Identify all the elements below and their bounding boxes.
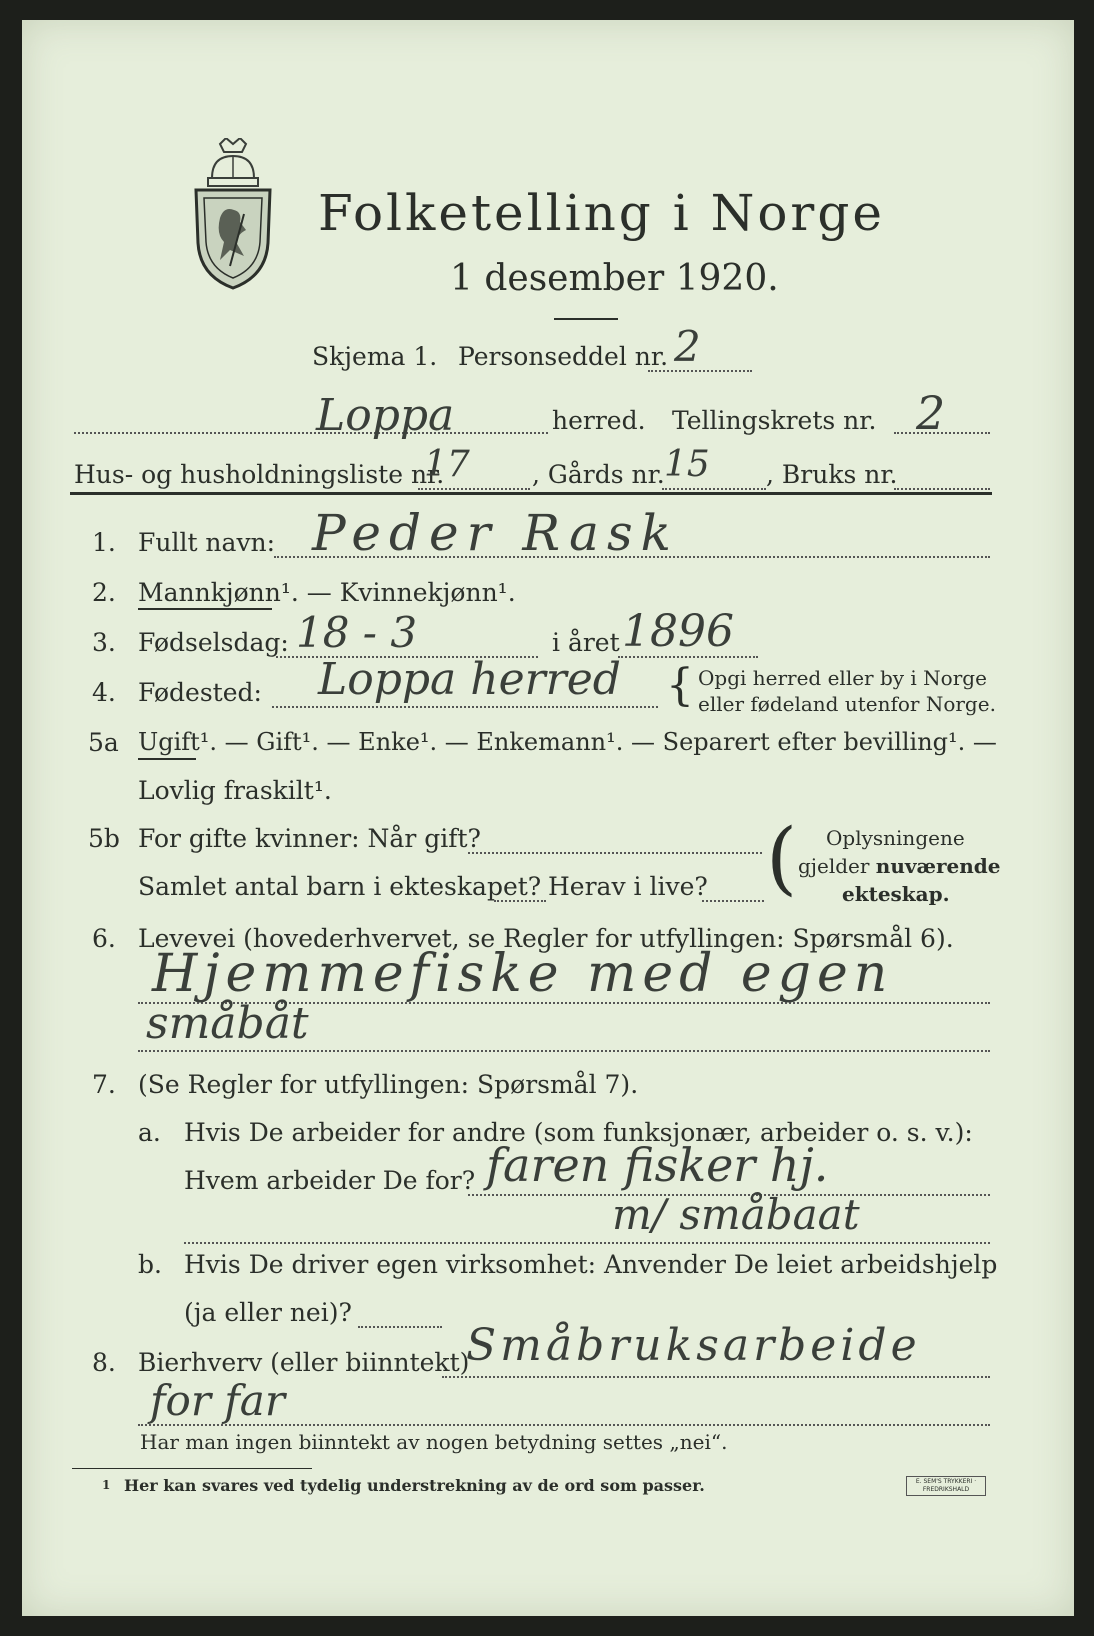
q8-label: Bierhverv (eller biinntekt) [138,1348,470,1377]
q5b-number: 5b [88,824,120,853]
tellingskrets-value: 2 [916,386,946,440]
q1-label: Fullt navn: [138,528,276,557]
coat-of-arms-icon [190,138,276,290]
q7b-line2: (ja eller nei)? [184,1298,352,1327]
q2-number: 2. [92,578,116,607]
herred-value: Loppa [316,390,455,441]
form-date: 1 desember 1920. [450,258,779,299]
q5b-line1: For gifte kvinner: Når gift? [138,824,481,853]
birthplace-brace: { [666,660,694,711]
q6-label: Levevei (hovederhvervet, se Regler for utfyllingen: Spørsmål 6). [138,924,954,953]
form-title: Folketelling i Norge [318,184,885,242]
gender-underline [138,608,272,610]
q4-number: 4. [92,678,116,707]
year-label: i året [552,628,620,657]
q3-label: Fødselsdag: [138,628,289,657]
husholdning-value: 17 [424,444,470,485]
q7a-letter: a. [138,1118,161,1147]
footnote-text: Her kan svares ved tydelig understrekning av de ord som passer. [124,1476,705,1495]
ugift-underline [138,758,196,760]
husholdning-label: Hus- og husholdningsliste nr. [74,460,445,489]
marriage-note-2: gjelder nuværende [798,854,1001,878]
side-income-value-1: Småbruksarbeide [466,1320,921,1371]
q5a-number: 5a [88,728,119,757]
q7b-line1: Hvis De driver egen virksomhet: Anvender De leiet arbeidshjelp [184,1250,998,1279]
q7a-line1: Hvis De arbeider for andre (som funksjonær, arbeider o. s. v.): [184,1118,973,1147]
bruks-label: , Bruks nr. [766,460,898,489]
side-income-value-2: for far [150,1376,285,1425]
q7-number: 7. [92,1070,116,1099]
q5a-line2: Lovlig fraskilt¹. [138,776,332,805]
marriage-note-1: Oplysningene [826,826,965,850]
header-divider [70,492,992,495]
skjema-label: Skjema 1. [312,342,438,371]
q8-number: 8. [92,1348,116,1377]
q7a-line2: Hvem arbeider De for? [184,1166,476,1195]
tellingskrets-label: Tellingskrets nr. [672,406,877,435]
herred-label: herred. [552,406,646,435]
q5b-line2a: Samlet antal barn i ekteskapet? [138,872,542,901]
title-divider [554,318,618,320]
q2-label: Mannkjønn¹. — Kvinnekjønn¹. [138,578,516,607]
marriage-note-bracket: ( [766,811,798,904]
q3-number: 3. [92,628,116,657]
footnote-mark: 1 [102,1478,111,1492]
birthplace-note-2: eller fødeland utenfor Norge. [698,692,996,716]
full-name-value: Peder Rask [312,504,679,562]
q5a-line1: Ugift¹. — Gift¹. — Enke¹. — Enkemann¹. — Separert efter bevilling¹. — [138,728,997,756]
q1-number: 1. [92,528,116,557]
employer-value-2: m/ småbaat [612,1190,860,1239]
q4-label: Fødested: [138,678,262,707]
q7-label: (Se Regler for utfyllingen: Spørsmål 7). [138,1070,639,1099]
birthplace-note-1: Opgi herred eller by i Norge [698,666,987,690]
birthplace-value: Loppa herred [318,654,621,705]
occupation-value-2: småbåt [146,998,309,1049]
marriage-note-3: ekteskap. [842,882,950,906]
printer-stamp: E. SEM'S TRYKKERI · FREDRIKSHALD [906,1476,986,1496]
employer-value-1: faren fisker hj. [486,1138,829,1192]
personseddel-label: Personseddel nr. [458,342,669,371]
birthdate-value: 18 - 3 [296,608,418,657]
q6-number: 6. [92,924,116,953]
q7b-letter: b. [138,1250,162,1279]
personseddel-value: 2 [674,322,701,371]
q5b-line2b: Herav i live? [548,872,708,901]
gards-value: 15 [664,444,710,485]
occupation-value-1: Hjemmefiske med egen [152,944,894,1004]
birth-year-value: 1896 [622,606,734,657]
census-form [22,20,1074,1616]
footnote-divider [72,1468,312,1469]
side-income-note: Har man ingen biinntekt av nogen betydning settes „nei“. [140,1430,728,1454]
gards-label: , Gårds nr. [532,460,665,489]
